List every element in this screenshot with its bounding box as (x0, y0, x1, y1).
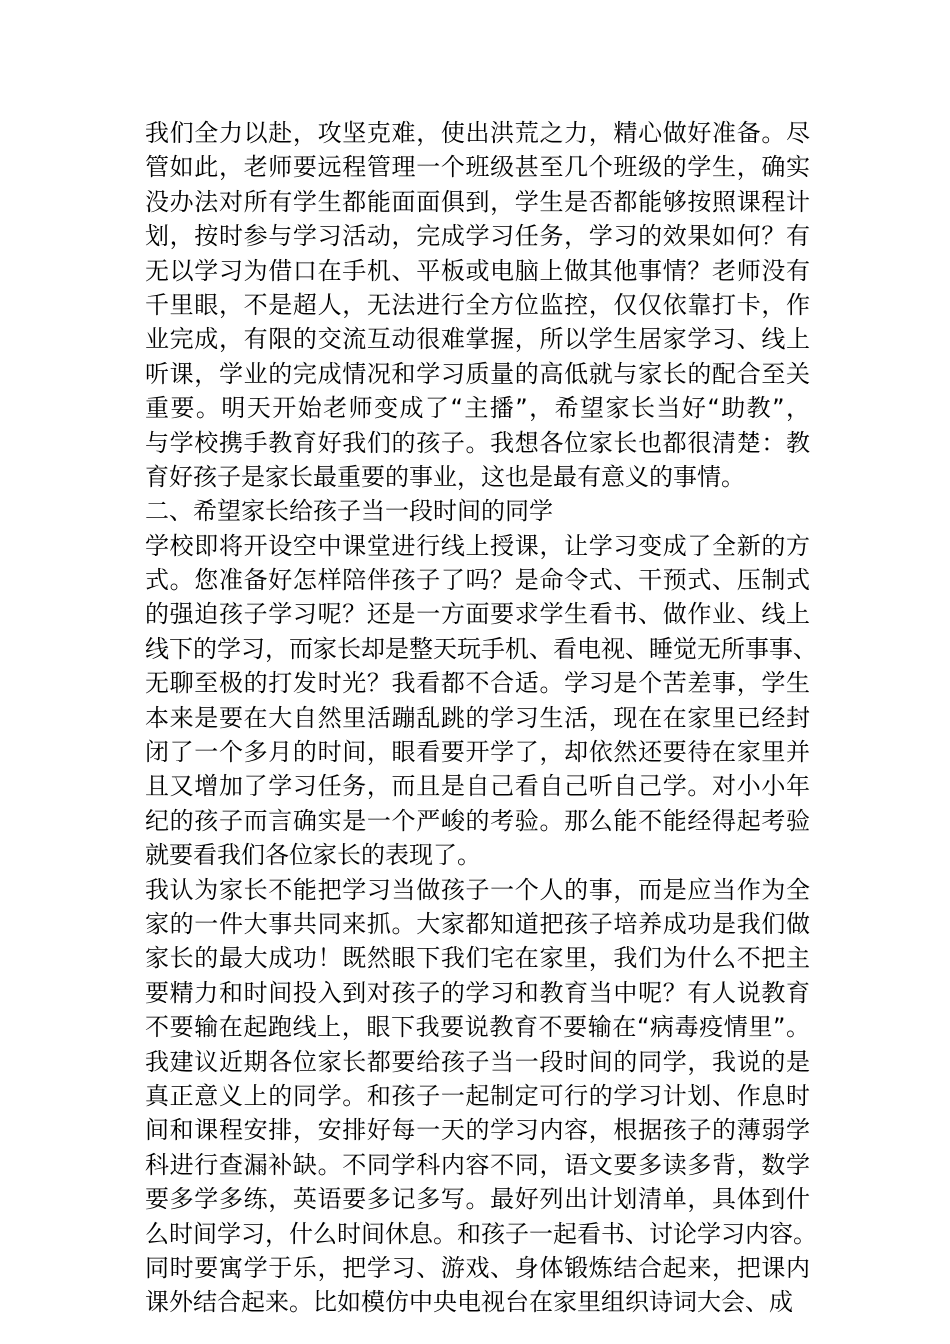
text-line: 课外结合起来。比如模仿中央电视台在家里组织诗词大会、成 (145, 1288, 793, 1317)
text-line: 且又增加了学习任务，而且是自己看自己听自己学。对小小年 (145, 772, 810, 801)
text-line: 没办法对所有学生都能面面俱到，学生是否都能够按照课程计 (145, 187, 810, 216)
text-line: 式。您准备好怎样陪伴孩子了吗？是命令式、干预式、压制式 (145, 566, 810, 595)
text-line: 重要。明天开始老师变成了“主播”，希望家长当好“助教”， (145, 394, 810, 423)
text-line: 我们全力以赴，攻坚克难，使出洪荒之力，精心做好准备。尽 (145, 119, 810, 147)
text-line: 听课，学业的完成情况和学习质量的高低就与家长的配合至关 (145, 359, 810, 388)
text-line: 划，按时参与学习活动，完成学习任务，学习的效果如何？有 (145, 222, 810, 251)
text-line: 间和课程安排，安排好每一天的学习内容，根据孩子的薄弱学 (145, 1116, 810, 1145)
text-line: 育好孩子是家长最重要的事业，这也是最有意义的事情。 (145, 462, 745, 491)
text-line: 学校即将开设空中课堂进行线上授课，让学习变成了全新的方 (145, 531, 810, 560)
text-line: 家长的最大成功！既然眼下我们宅在家里，我们为什么不把主 (145, 944, 810, 973)
text-line: 家的一件大事共同来抓。大家都知道把孩子培养成功是我们做 (145, 909, 810, 938)
text-line: 我建议近期各位家长都要给孩子当一段时间的同学，我说的是 (145, 1047, 810, 1076)
text-line: 的强迫孩子学习呢？还是一方面要求学生看书、做作业、线上 (145, 600, 810, 629)
text-line: 闭了一个多月的时间，眼看要开学了，却依然还要待在家里并 (145, 738, 810, 767)
text-line: 千里眼，不是超人，无法进行全方位监控，仅仅依靠打卡，作 (145, 290, 810, 319)
paragraph (145, 116, 810, 494)
section-heading (145, 494, 810, 528)
text-line: 科进行查漏补缺。不同学科内容不同，语文要多读多背，数学 (145, 1150, 810, 1179)
paragraph (145, 529, 817, 873)
text-line: 纪的孩子而言确实是一个严峻的考验。那么能不能经得起考验 (145, 806, 810, 835)
text-line: 同时要寓学于乐，把学习、游戏、身体锻炼结合起来，把课内 (145, 1253, 810, 1282)
text-line: 要多学多练，英语要多记多写。最好列出计划清单，具体到什 (145, 1185, 810, 1214)
text-line: 不要输在起跑线上，眼下我要说教育不要输在“病毒疫情里”。 (145, 1013, 810, 1042)
text-line: 管如此，老师要远程管理一个班级甚至几个班级的学生，确实 (145, 153, 810, 182)
text-line: 真正意义上的同学。和孩子一起制定可行的学习计划、作息时 (145, 1081, 810, 1110)
text-line: 要精力和时间投入到对孩子的学习和教育当中呢？有人说教育 (145, 978, 810, 1007)
text-line: 业完成，有限的交流互动很难掌握，所以学生居家学习、线上 (145, 325, 810, 354)
paragraph (145, 873, 817, 1320)
text-line: 就要看我们各位家长的表现了。 (145, 841, 481, 870)
text-line: 我认为家长不能把学习当做孩子一个人的事，而是应当作为全 (145, 875, 810, 904)
document-body (145, 116, 817, 1320)
text-line: 线下的学习，而家长却是整天玩手机、看电视、睡觉无所事事、 (145, 634, 817, 663)
text-line: 二、希望家长给孩子当一段时间的同学 (145, 497, 553, 526)
text-line: 本来是要在大自然里活蹦乱跳的学习生活，现在在家里已经封 (145, 703, 810, 732)
text-line: 无以学习为借口在手机、平板或电脑上做其他事情？老师没有 (145, 256, 810, 285)
text-line: 与学校携手教育好我们的孩子。我想各位家长也都很清楚：教 (145, 428, 810, 457)
text-line: 无聊至极的打发时光？我看都不合适。学习是个苦差事，学生 (145, 669, 810, 698)
text-line: 么时间学习，什么时间休息。和孩子一起看书、讨论学习内容。 (145, 1219, 817, 1248)
